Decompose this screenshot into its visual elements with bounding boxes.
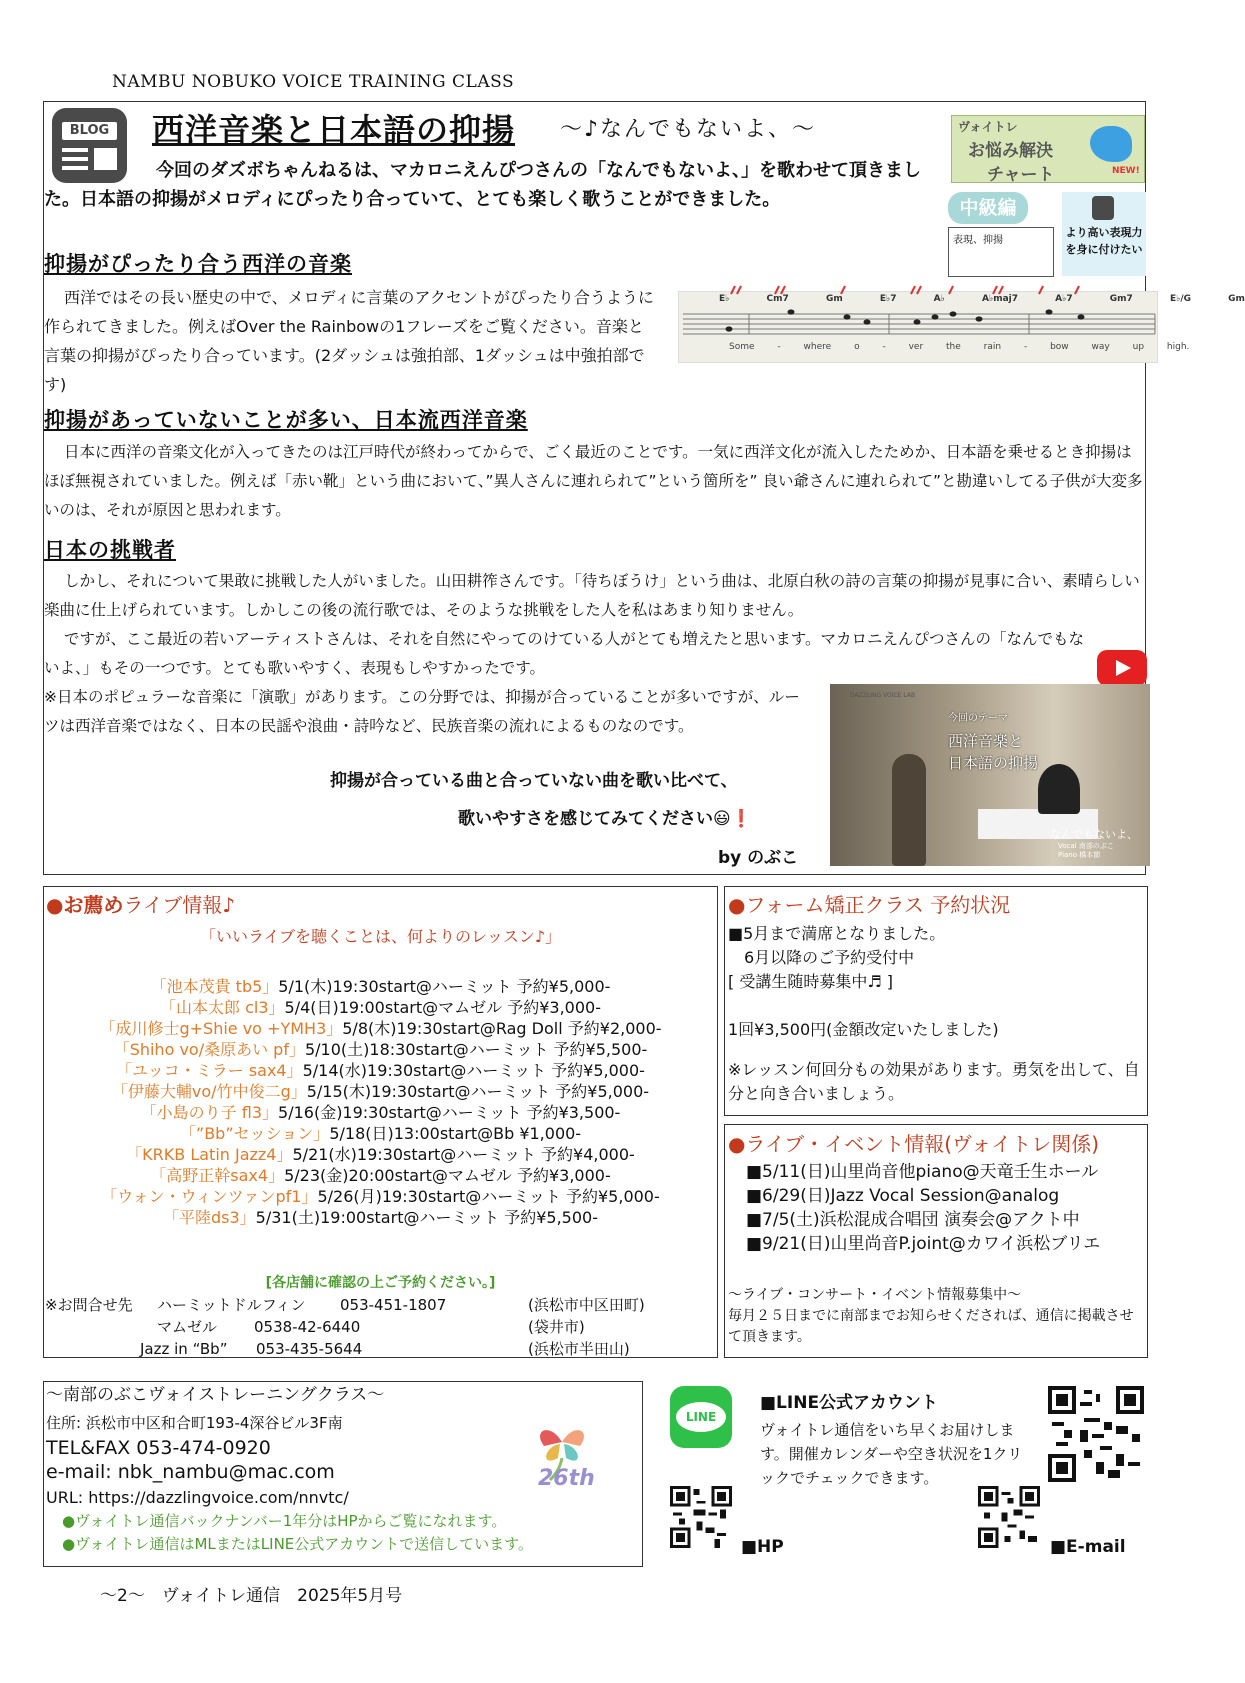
lyric: where [803,342,832,352]
video-title-line2: 日本語の抑揚 [948,754,1039,772]
video-title-line1: 西洋音楽と [948,732,1024,750]
credit-vocal: Vocal 南部のぶこ [1058,842,1114,850]
live-title-bold: お薦め [63,893,124,917]
bird-icon [1090,126,1132,162]
list-item [43,1039,718,1060]
detail: 5/15(木)19:30start@ハーミット 予約¥5,000- [306,1082,650,1101]
detail: 5/23(金)20:00start@マムゼル 予約¥3,000- [284,1166,611,1185]
artist: 「Shiho vo/桑原あい pf」 [113,1040,305,1059]
credit-piano: Piano 橋本節 [1058,851,1101,859]
artist: 「池本茂貴 tb5」 [150,977,279,996]
chord: A♭maj7 A♭7 [982,294,1073,304]
live-title-rest: ライブ情報♪ [123,893,236,917]
section2-heading: 抑揚があっていないことが多い、日本流西洋音楽 [44,408,528,432]
lyric: up [1132,342,1145,352]
live-title: ●お薦めライブ情報♪ [46,893,236,917]
list-item [43,997,718,1018]
advice-chart-banner[interactable] [951,115,1145,183]
detail: 5/16(金)19:30start@ハーミット 予約¥3,500- [278,1103,621,1122]
list-item [43,1102,718,1123]
detail: 5/4(日)19:00start@マムゼル 予約¥3,000- [284,998,601,1017]
list-item: ■5/11(日)山里尚音他piano@天竜壬生ホール [746,1162,1099,1182]
section3-body2: ですが、ここ最近の若いアーティストさんは、それを自然にやってのけている人がとても増えたと思います。マカロニえんぴつさんの「なんでもないよ、」もその一つです。とても歌いやすく、表現もしやすかったです。 [44,630,1085,677]
section3-heading: 日本の挑戦者 [44,538,176,562]
school-address: 住所: 浜松市中区和合町193-4深谷ビル3F南 [46,1414,343,1432]
closing-text: 歌いやすさを感じてみてください😃 [458,809,731,829]
new-badge: NEW! [1112,166,1140,176]
email-label: ■E-mail [1050,1537,1126,1557]
artist: 「伊藤大輔vo/竹中俊二g」 [111,1082,307,1101]
live-subtitle: 「いいライブを聴くことは、何よりのレッスン♪」 [199,927,562,946]
line-desc: ヴォイトレ通信をいち早くお届けします。開催カレンダーや空き状況を1クリックでチェックできます。 [760,1421,1023,1487]
banner-line3: チャート [987,165,1055,185]
school-name: 〜南部のぶこヴォイストレーニングクラス〜 [46,1385,385,1405]
school-email[interactable]: e-mail: nbk_nambu@mac.com [46,1461,335,1483]
detail: 5/21(水)19:30start@ハーミット 予約¥4,000- [292,1145,635,1164]
level-tag: 表現、抑揚 [948,227,1054,277]
events-wanted-note: 毎月２５日までに南部までお知らせくだされば、通信に掲載させて頂きます。 [728,1308,1134,1345]
chord: E♭ [719,294,730,304]
youtube-icon[interactable] [1097,650,1147,686]
score-chords [719,294,1245,304]
form-line2: 6月以降のご予約受付中 [744,948,915,967]
section1-body: 西洋ではその長い歴史の中で、メロディに言葉のアクセントがぴったり合うように作られてきました。例えばOver the Rainbowの1フレーズをご覧ください。音楽と言葉の抑揚がぴったり合っています。(2ダッシュは強拍部、1ダッシュは中強拍部です) [44,288,654,394]
article-title: 西洋音楽と日本語の抑揚 [152,111,516,149]
chord: A♭ [933,294,945,304]
section1-heading: 抑揚がぴったり合う西洋の音楽 [44,252,352,276]
contact-area-2: (袋井市) [528,1318,585,1336]
detail: 5/1(木)19:30start@ハーミット 予約¥5,000- [278,977,611,996]
banner-line1: ヴォイトレ [958,120,1018,134]
header-class-name: NAMBU NOBUKO VOICE TRAINING CLASS [112,72,515,92]
artist: 「ユッコ・ミラー sax4」 [116,1061,303,1080]
video-title [948,708,1038,774]
form-class-text [728,922,1144,1106]
contact-area-1: (浜松市中区田町) [528,1296,645,1314]
section3-note: ※日本のポピュラーな音楽に「演歌」があります。この分野では、抑揚が合っていることが多いですが、ルーツは西洋音楽ではなく、日本の民謡や浪曲・詩吟など、民族音楽の流れによるものなのです。 [44,688,800,735]
blog-icon-text: BLOG [62,122,117,140]
contact-area-3: (浜松市半田山) [528,1340,630,1358]
school-note2: ●ヴォイトレ通信はMLまたはLINE公式アカウントで送信しています。 [62,1535,533,1553]
events-title: ●ライブ・イベント情報(ヴォイトレ関係) [728,1132,1100,1156]
list-item: ■7/5(土)浜松混成合唱団 演奏会@アクト中 [746,1210,1080,1230]
lyric: - [1023,342,1028,352]
exclamation-icon: ❗ [730,809,752,829]
lyric: - [882,342,886,352]
closing-line1: 抑揚が合っている曲と合っていない曲を歌い比べて、 [330,771,738,791]
anniversary-text: 26th [538,1466,595,1491]
contact-name-2: マムゼル [157,1318,218,1336]
article-intro: 今回のダズボちゃんねるは、マカロニえんぴつさんの「なんでもないよ、」を歌わせて頂きました。日本語の抑揚がメロディにぴったり合っていて、とても楽しく歌うことができました。 [44,160,921,210]
list-item [43,1018,718,1039]
list-item: ■6/29(日)Jazz Vocal Session@analog [746,1186,1060,1206]
skill-card [1062,192,1146,276]
line-icon[interactable] [670,1386,732,1448]
live-confirm-note: [各店舗に確認の上ご予約ください。] [265,1275,496,1291]
score-lyrics [729,342,1189,352]
banner-line2: お悩み解決 [968,141,1053,161]
video-lab: DAZZLING VOICE LAB [850,692,916,699]
video-thumbnail[interactable] [830,684,1150,866]
chord: Gm7 [1109,294,1133,304]
video-credits [1058,842,1114,860]
lyric: o [854,342,860,352]
form-class-title: ●フォーム矯正クラス 予約状況 [728,893,1011,917]
artist: 「ウォン・ウィンツァンpf1」 [101,1187,318,1206]
contact-label: ※お問合せ先 [45,1296,133,1314]
signature: by のぶこ [718,848,799,868]
form-line1: ■5月まで満席となりました。 [728,924,946,943]
artist: 「”Bb”セッション」 [179,1124,330,1143]
page-footer: 〜2〜 ヴォイトレ通信 2025年5月号 [100,1586,403,1606]
line-logo-text: LINE [676,1402,726,1432]
list-item [43,976,718,997]
live-list [43,976,718,1228]
artist: 「小島のり子 fl3」 [140,1103,279,1122]
lyric: - [777,342,781,352]
list-item [43,1144,718,1165]
detail: 5/14(水)19:30start@ハーミット 予約¥5,000- [302,1061,645,1080]
email-qr-code[interactable] [978,1486,1040,1548]
artist: 「KRKB Latin Jazz4」 [126,1145,293,1164]
chord: Cm7 [766,294,789,304]
events-list [746,1160,1100,1256]
lyric: ver the rain [908,342,1002,352]
list-item [43,1207,718,1228]
chord: E♭/G [1169,294,1192,304]
artist: 「山本太郎 cl3」 [160,998,285,1017]
lyric: Some [729,342,755,352]
skill-text: より高い表現力を身に付けたい [1065,226,1143,256]
form-price: 1回¥3,500円(金額改定いたしました) [728,1020,999,1039]
detail: 5/26(月)19:30start@ハーミット 予約¥5,000- [317,1187,660,1206]
school-tel: TEL&FAX 053-474-0920 [46,1437,271,1459]
events-footer [728,1285,1146,1348]
mini-blog-icon [1092,196,1114,220]
school-note1: ●ヴォイトレ通信バックナンバー1年分はHPからご覧になれます。 [62,1512,507,1530]
section2-body: 日本に西洋の音楽文化が入ってきたのは江戸時代が終わってからで、ごく最近のことです。一気に西洋文化が流入したためか、日本語を乗せるとき抑揚はほぼ無視されていました。例えば「赤い靴」という曲において、”異人さんに連れられて”という箇所を” 良い爺さんに連れられて”と勘違いしてる子供が大変多いのは、それが原因と思われます。 [44,443,1143,519]
list-item [43,1165,718,1186]
list-item [43,1123,718,1144]
closing-line2 [458,804,752,829]
line-title: ■LINE公式アカウント [760,1393,938,1413]
list-item [43,1081,718,1102]
artist: 「成川修士g+Shie vo +YMH3」 [99,1019,343,1038]
contact-tel-3: 053-435-5644 [256,1340,363,1358]
article-subtitle: 〜♪なんでもないよ、〜 [560,117,817,142]
artist: 「平陸ds3」 [162,1208,256,1227]
detail: 5/10(土)18:30start@ハーミット 予約¥5,500- [304,1040,648,1059]
form-note: ※レッスン何回分もの効果があります。勇気を出して、自分と向き合いましょう。 [728,1060,1140,1103]
singer-figure [892,754,926,866]
video-caption: なんでもないよ、 [1050,828,1138,841]
lyric: way [1091,342,1110,352]
score-image [678,291,1245,363]
form-class-title-text: フォーム矯正クラス 予約状況 [745,893,1011,917]
chord: Gm [825,294,843,304]
video-theme: 今回のテーマ [948,713,1008,724]
artist: 「高野正幹sax4」 [150,1166,285,1185]
line-qr-code[interactable] [1048,1386,1144,1482]
detail: 5/31(土)19:00start@ハーミット 予約¥5,500- [255,1208,598,1227]
anniversary-clover-logo [520,1402,604,1494]
events-title-text: ライブ・イベント情報(ヴォイトレ関係) [745,1132,1100,1156]
hp-label: ■HP [741,1537,784,1557]
events-wanted: 〜ライブ・コンサート・イベント情報募集中〜 [728,1287,1022,1303]
level-badge: 中級編 [948,192,1028,224]
lyric: high. [1166,342,1190,352]
detail: 5/18(日)13:00start@Bb ¥1,000- [329,1124,582,1143]
contact-name-1: ハーミットドルフィン [157,1296,306,1314]
detail: 5/8(木)19:30start@Rag Doll 予約¥2,000- [342,1019,662,1038]
contact-tel-1: 053-451-1807 [340,1296,447,1314]
contact-name-3: Jazz in “Bb” [140,1340,228,1358]
contact-tel-2: 0538-42-6440 [254,1318,361,1336]
school-url[interactable]: URL: https://dazzlingvoice.com/nnvtc/ [46,1488,349,1507]
chord: E♭7 [879,294,897,304]
chord: Gm [1228,294,1245,304]
list-item [43,1060,718,1081]
list-item: ■9/21(日)山里尚音P.joint@カワイ浜松ブリエ [746,1234,1101,1254]
list-item [43,1186,718,1207]
hp-qr-code[interactable] [670,1486,732,1548]
section3-body1: しかし、それについて果敢に挑戦した人がいました。山田耕筰さんです。「待ちぼうけ」という曲は、北原白秋の詩の言葉の抑揚が見事に合い、素晴らしい楽曲に仕上げられています。しかしこの後の流行歌では、そのような挑戦をした人を私はあまり知りません。 [44,572,1140,619]
pianist-figure [1038,764,1080,814]
form-line3: [ 受講生随時募集中♬ ] [728,972,894,991]
lyric: bow [1050,342,1069,352]
